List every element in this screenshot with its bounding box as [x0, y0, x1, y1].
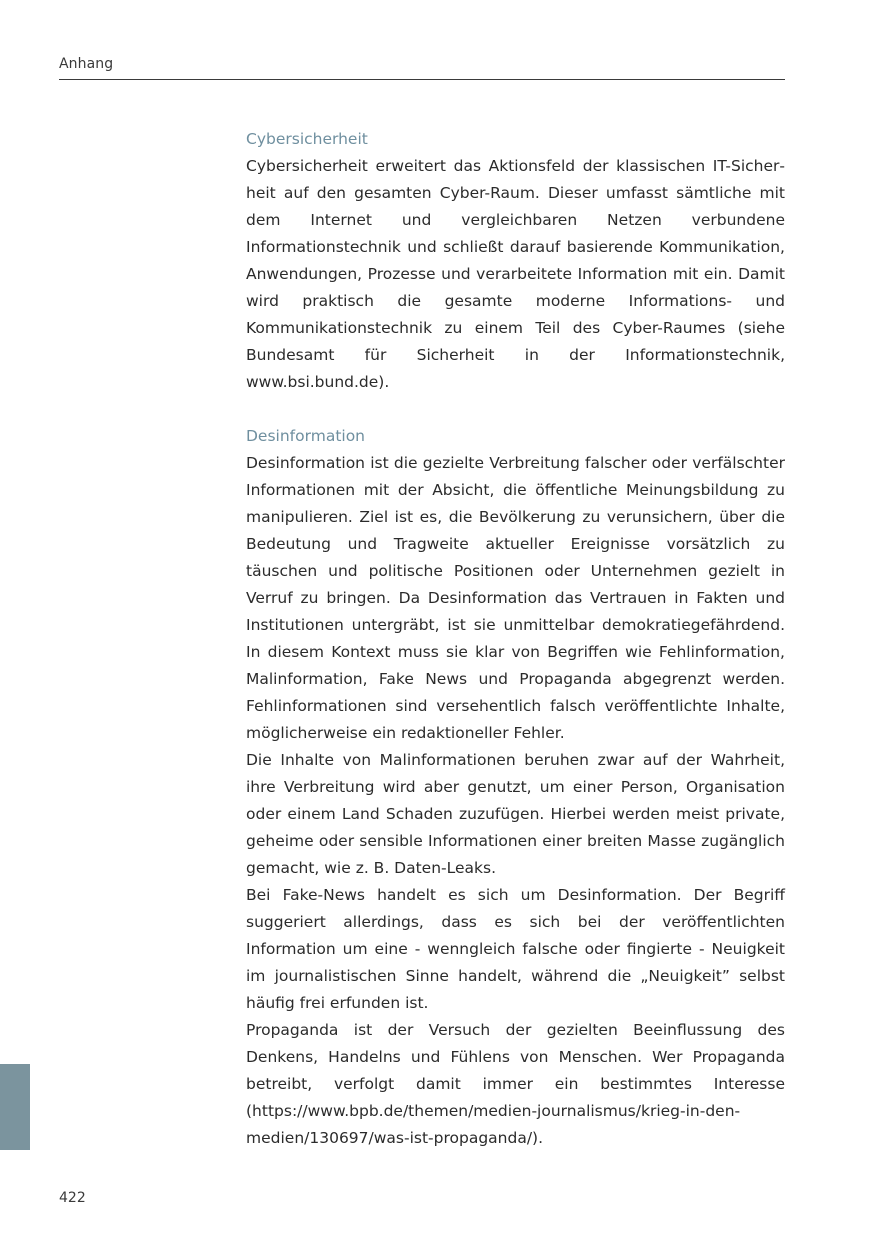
page-number: 422 — [59, 1190, 86, 1206]
glossary-term: Desinformation — [246, 427, 366, 445]
glossary-term: Cybersicherheit — [246, 130, 368, 148]
glossary-paragraph: Desinformation ist die gezielte Verbreitung falscher oder verfälschter Informationen mit der Absicht, die öffentliche Meinungsbildung zu manipulieren. Ziel ist es, die Bevölkerung zu verunsichern, über die Bedeutung und Tragweite aktueller Ereignisse vorsätzlich zu täuschen und politische Positionen oder Unternehmen gezielt in Verruf zu bringen. Da Desinformation das Vertrauen in Fakten und Institutionen untergräbt, ist sie unmittelbar demokratiegefährdend. In diesem Kontext muss sie klar von Begriffen wie Fehlinformation, Malinformation, Fake News und Propaganda abgegrenzt werden. Fehlinformationen sind versehentlich falsch veröffentlichte Inhalte, möglicherweise ein redaktioneller Fehler. — [246, 454, 785, 742]
running-header: Anhang — [59, 56, 114, 72]
header-rule — [59, 79, 785, 80]
section-spacer — [246, 396, 785, 423]
glossary-paragraph: Cybersicherheit erweitert das Aktionsfeld der klassischen IT-Sicherheit auf den gesamten Cyber-Raum. Dieser umfasst sämtliche mit dem Internet und vergleichbaren Netzen verbundene Informationstechnik und schließt darauf basierende Kommunikation, Anwendungen, Prozesse und verarbeitete Information mit ein. Damit wird praktisch die gesamte moderne Informations- und Kommunikationstechnik zu einem Teil des Cyber-Raumes (siehe Bundesamt für Sicherheit in der Informationstechnik, www.bsi.bund.de). — [246, 157, 785, 391]
glossary-paragraph: Bei Fake-News handelt es sich um Desinformation. Der Begriff suggeriert allerdings, dass es sich bei der veröffentlichten Information um eine - wenngleich falsche oder fingierte - Neuigkeit im journalistischen Sinne handelt, während die „Neuigkeit” selbst häufig frei erfunden ist. — [246, 886, 785, 1012]
glossary-paragraph: Die Inhalte von Malinformationen beruhen zwar auf der Wahrheit, ihre Verbreitung wird aber genutzt, um einer Person, Organisation oder einem Land Schaden zuzufügen. Hierbei werden meist private, geheime oder sensible Informationen einer breiten Masse zugänglich gemacht, wie z. B. Daten-Leaks. — [246, 751, 785, 877]
glossary-entry-cybersicherheit — [246, 126, 785, 396]
chapter-side-tab — [0, 1064, 30, 1150]
glossary-content — [246, 126, 785, 1152]
glossary-paragraph: Propaganda ist der Versuch der gezielten Beeinflussung des Denkens, Handelns und Fühlens von Menschen. Wer Propaganda betreibt, verfolgt damit immer ein bestimmtes Interesse (https://www.bpb.​de/themen/medien-journalismus/krieg-in-den-medien/130697/​was-ist-propaganda/). — [246, 1021, 785, 1147]
glossary-entry-desinformation — [246, 423, 785, 1152]
